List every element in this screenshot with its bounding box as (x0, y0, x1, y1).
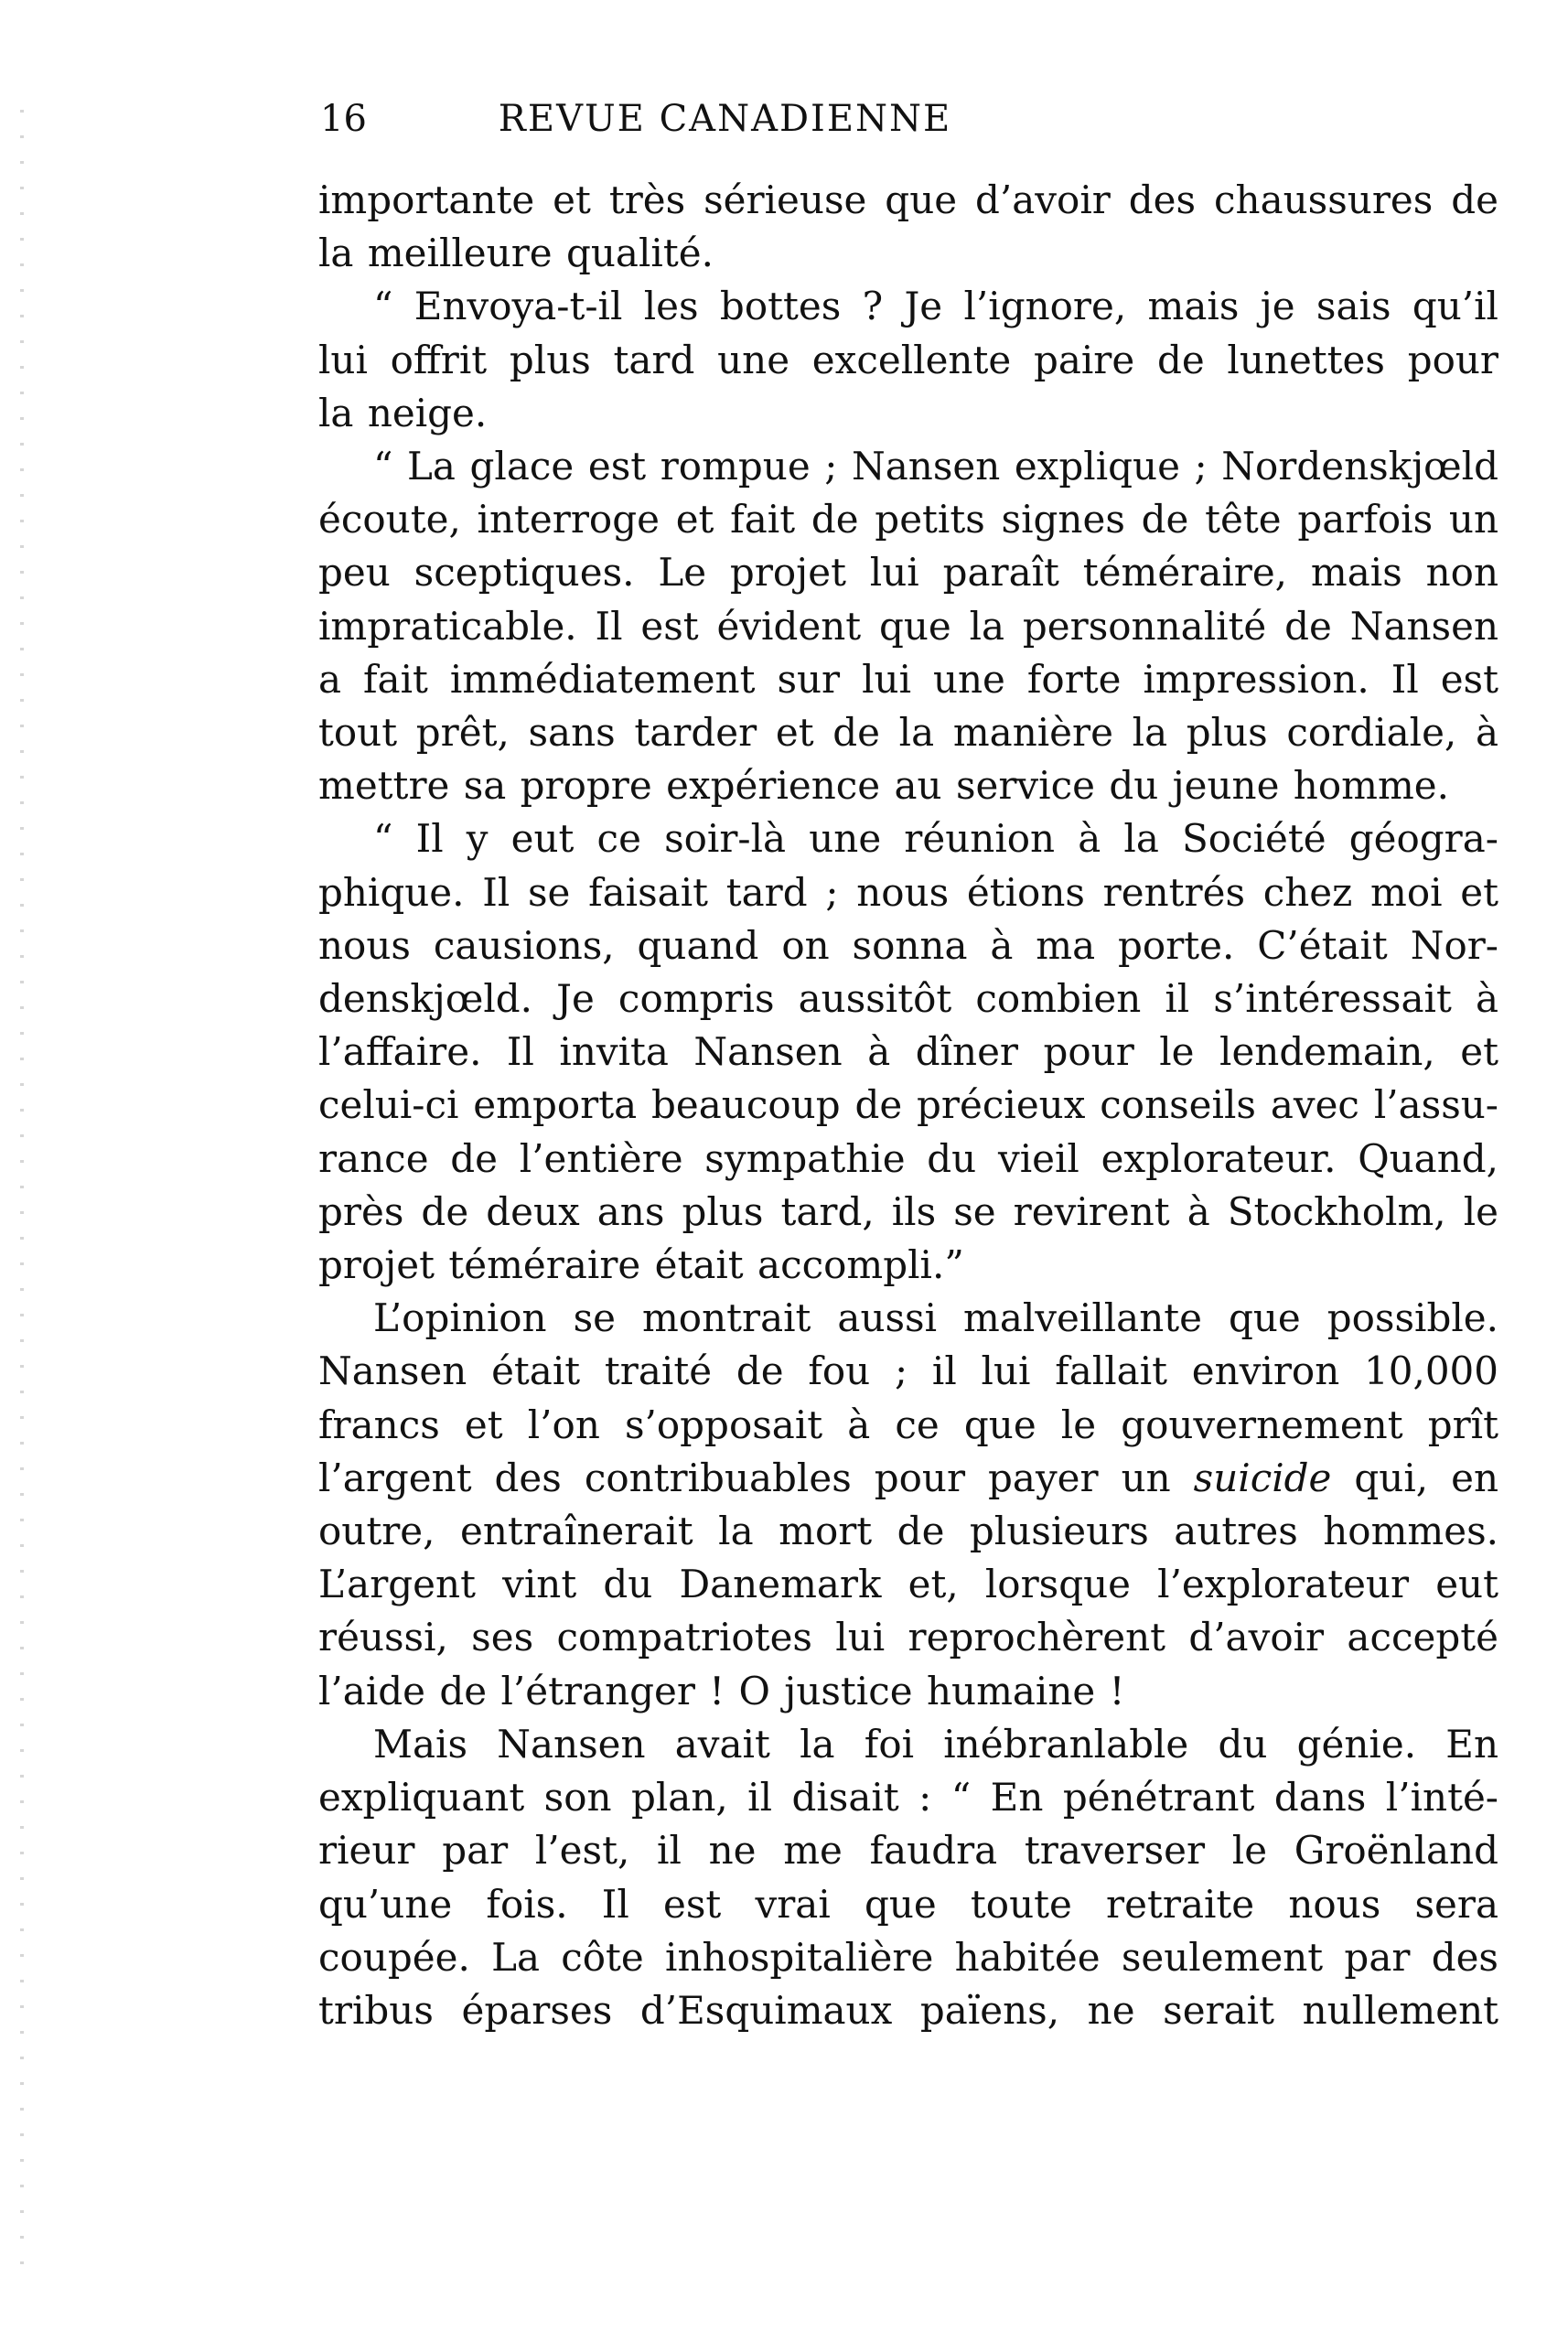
text-line: expliquant son plan, il disait : “ En pénétrant dans l’inté- (318, 1775, 1498, 1821)
text-line: tribus éparses d’Esquimaux païens, ne serait nullement (318, 1987, 1498, 2033)
running-head (320, 91, 1130, 146)
text-line: “ Envoya-t-il les bottes ? Je l’ignore, mais je sais qu’il (373, 284, 1498, 329)
paragraph-6 (318, 1718, 1498, 2037)
margin-scan-marks (20, 110, 24, 2287)
text-line: importante et très sérieuse que d’avoir des chaussures de (318, 177, 1498, 222)
text-segment: qui, en (1354, 1455, 1498, 1500)
text-line: la neige. (318, 390, 488, 435)
text-line: la meilleure qualité. (318, 231, 714, 276)
paragraph-3 (318, 440, 1498, 812)
text-line: coupée. La côte inhospitalière habitée seulement par des (318, 1934, 1498, 1980)
text-line: impraticable. Il est évident que la personnalité de Nansen (318, 603, 1498, 649)
text-line: écoute, interroge et fait de petits signes de tête parfois un (318, 497, 1498, 542)
text-line-with-italic (318, 1452, 1498, 1505)
text-line: a fait immédiatement sur lui une forte impression. Il est (318, 656, 1498, 702)
text-line: près de deux ans plus tard, ils se revirent à Stockholm, le (318, 1188, 1498, 1234)
text-segment: l’argent des contribuables pour payer un (318, 1455, 1171, 1500)
text-line: lui offrit plus tard une excellente paire de lunettes pour (318, 337, 1498, 382)
article-body (318, 174, 1498, 2037)
text-line: Nansen était traité de fou ; il lui fallait environ 10,000 (318, 1348, 1498, 1394)
text-line: peu sceptiques. Le projet lui paraît téméraire, mais non (318, 550, 1498, 596)
text-line: mettre sa propre expérience au service du jeune homme. (318, 763, 1449, 809)
page-number: 16 (320, 98, 367, 140)
text-line: francs et l’on s’opposait à ce que le gouvernement prît (318, 1402, 1498, 1447)
text-line: tout prêt, sans tarder et de la manière la plus cordiale, à (318, 710, 1498, 756)
text-line: nous causions, quand on sonna à ma porte. C’était Nor- (318, 922, 1498, 968)
paragraph-4 (318, 812, 1498, 1292)
text-line: L’argent vint du Danemark et, lorsque l’explorateur eut (318, 1562, 1498, 1607)
journal-title: REVUE CANADIENNE (498, 98, 952, 140)
text-line: outre, entraînerait la mort de plusieurs autres hommes. (318, 1509, 1498, 1554)
text-line: celui-ci emporta beaucoup de précieux conseils avec l’assu- (318, 1082, 1498, 1128)
text-line: l’aide de l’étranger ! O justice humaine ! (318, 1668, 1125, 1713)
text-line: “ La glace est rompue ; Nansen explique ; Nordenskjœld (373, 444, 1498, 489)
text-line: phique. Il se faisait tard ; nous étions rentrés chez moi et (318, 869, 1498, 915)
text-line: L’opinion se montrait aussi malveillante que possible. (373, 1295, 1498, 1341)
text-line: rance de l’entière sympathie du vieil explorateur. Quand, (318, 1135, 1498, 1181)
paragraph-2 (318, 280, 1498, 440)
text-line: rieur par l’est, il ne me faudra traverser le Groënland (318, 1828, 1498, 1874)
text-line: qu’une fois. Il est vrai que toute retraite nous sera (318, 1881, 1498, 1927)
text-line: denskjœld. Je compris aussitôt combien il s’intéressait à (318, 976, 1498, 1022)
paragraph-5 (318, 1292, 1498, 1718)
text-line: réussi, ses compatriotes lui reprochèrent d’avoir accepté (318, 1615, 1498, 1660)
text-line: “ Il y eut ce soir-là une réunion à la Société géogra- (373, 816, 1498, 862)
text-line: l’affaire. Il invita Nansen à dîner pour le lendemain, et (318, 1029, 1498, 1075)
paragraph-1 (318, 174, 1498, 280)
text-line: projet téméraire était accompli.” (318, 1242, 964, 1288)
italic-word: suicide (1193, 1455, 1332, 1500)
text-line: Mais Nansen avait la foi inébranlable du génie. En (373, 1721, 1498, 1767)
